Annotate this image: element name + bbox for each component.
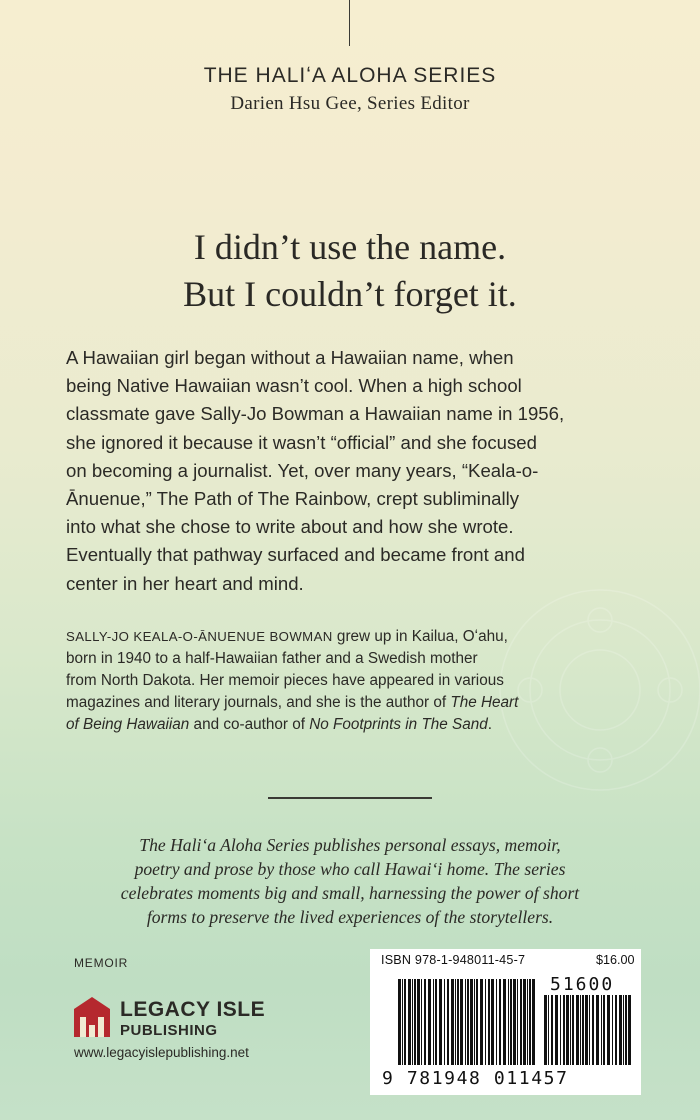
barcode-bar [414,979,416,1065]
house-icon [72,995,112,1039]
barcode-bar [628,995,631,1065]
barcode-bar [460,979,463,1065]
blurb-line: Ānuenue,” The Path of The Rainbow, crept subliminally [66,488,520,510]
barcode-bar [402,979,403,1065]
barcode-bar [508,979,509,1065]
barcode-bar [439,979,442,1065]
barcode-bar [582,995,584,1065]
barcode-bar [496,979,497,1065]
barcode-bar [607,995,610,1065]
barcode-bar [451,979,454,1065]
barcode-bar [428,979,431,1065]
barcode-bar [457,979,459,1065]
bio-text: and co-author of [189,716,310,733]
barcode-bar [551,995,553,1065]
barcode-bar [488,979,490,1065]
barcode-bar [544,995,547,1065]
barcode-bar [520,979,522,1065]
publisher-name: LEGACY ISLE [120,998,266,1021]
barcode-bar [601,995,602,1065]
addon-barcode [544,995,634,1065]
barcode-bar [570,995,571,1065]
barcode-bar [503,979,506,1065]
barcode-bar [433,979,434,1065]
barcode-bar [474,979,475,1065]
barcode-bar [523,979,526,1065]
barcode-bar [532,979,535,1065]
barcode-bar [527,979,528,1065]
blurb-line: into what she chose to write about and how she wrote. [66,516,514,538]
barcode-bar [499,979,501,1065]
series-editor: Darien Hsu Gee, Series Editor [230,93,470,114]
blurb-line: she ignored it because it wasn’t “official” and she focused [66,431,537,453]
book-title: No Footprints in The Sand [309,716,488,733]
barcode-bar [589,995,590,1065]
headline-line: But I couldn’t forget it. [183,274,517,314]
bio-line [66,692,638,714]
bio-line: from North Dakota. Her memoir pieces have appeared in various [66,672,504,689]
series-description [0,833,700,929]
barcode-bar [585,995,588,1065]
blurb-line: center in her heart and mind. [66,572,304,594]
bio-text: magazines and literary journals, and she is the author of [66,694,451,711]
bio-line: born in 1940 to a half-Hawaiian father and a Swedish mother [66,650,478,667]
series-description-line: poetry and prose by those who call Hawaiʻi home. The series [134,859,566,879]
barcode-bar [580,995,581,1065]
barcode-bar [455,979,456,1065]
bio-line [66,626,638,648]
blurb-paragraph [66,344,638,598]
blurb-line: being Native Hawaiian wasn’t cool. When a high school [66,375,522,397]
headline-line: I didn’t use the name. [193,227,507,267]
series-title: THE HALIʻA ALOHA SERIES [203,64,497,87]
barcode-bar [465,979,466,1065]
barcode-bar [615,995,617,1065]
barcode-bar [612,995,613,1065]
barcode-bar [421,979,422,1065]
barcode-bar [412,979,413,1065]
barcode-bar [408,979,411,1065]
bio-text: . [487,716,493,733]
publisher-website: www.legacyislepublishing.net [74,1045,249,1060]
barcode-bar [603,995,605,1065]
publisher-subtitle: PUBLISHING [120,1022,218,1039]
barcode-bar [447,979,449,1065]
barcode-bar [623,995,624,1065]
ean-number: 9 781948 011457 [382,1068,569,1089]
top-rule [349,0,350,46]
blurb-line: A Hawaiian girl began without a Hawaiian name, when [66,347,514,368]
headline [0,224,700,318]
barcode-bar [529,979,531,1065]
price: $16.00 [596,953,635,967]
barcode-bar [517,979,518,1065]
genre-label: MEMOIR [74,956,129,970]
bio-line [66,714,638,736]
price-addon-number: 51600 [550,974,615,995]
barcode-bar [563,995,565,1065]
barcode-bar [480,979,483,1065]
barcode-bar [510,979,512,1065]
barcode-bar [424,979,426,1065]
barcode-bar [435,979,437,1065]
series-description-line: forms to preserve the lived experiences of the storytellers. [146,907,554,927]
barcode-bar [555,995,558,1065]
blurb-line: classmate gave Sally-Jo Bowman a Hawaiian name in 1956, [66,403,565,425]
section-divider [268,797,432,799]
barcode-bar [485,979,486,1065]
author-bio [66,626,638,736]
barcode-bar [619,995,622,1065]
blurb-line: Eventually that pathway surfaced and became front and [66,544,525,566]
series-description-line: The Haliʻa Aloha Series publishes personal essays, memoir, [139,835,561,855]
barcode-bar [560,995,561,1065]
book-title: The Heart [450,694,519,711]
barcode-bar [417,979,420,1065]
barcode-bar [470,979,473,1065]
bio-text: grew up in Kailua, Oʻahu, [332,628,508,645]
author-name: SALLY-JO KEALA-O-ĀNUENUE BOWMAN [66,629,333,644]
barcode-bar [596,995,599,1065]
barcode-bar [467,979,469,1065]
ean-barcode [398,979,538,1065]
barcode-bar [566,995,569,1065]
blurb-line: on becoming a journalist. Yet, over many years, “Keala-o- [66,459,539,481]
barcode-bar [513,979,516,1065]
barcode-bar [625,995,627,1065]
barcode-bar [444,979,445,1065]
barcode-bar [476,979,478,1065]
barcode-bar [592,995,594,1065]
barcode-bar [576,995,579,1065]
barcode-bar [404,979,406,1065]
book-title: of Being Hawaiian [66,716,190,733]
barcode-bar [398,979,401,1065]
barcode-bar [491,979,494,1065]
series-description-line: celebrates moments big and small, harnessing the power of short [120,883,580,903]
barcode-bar [548,995,549,1065]
isbn-number: ISBN 978-1-948011-45-7 [381,953,526,967]
barcode-bar [572,995,574,1065]
